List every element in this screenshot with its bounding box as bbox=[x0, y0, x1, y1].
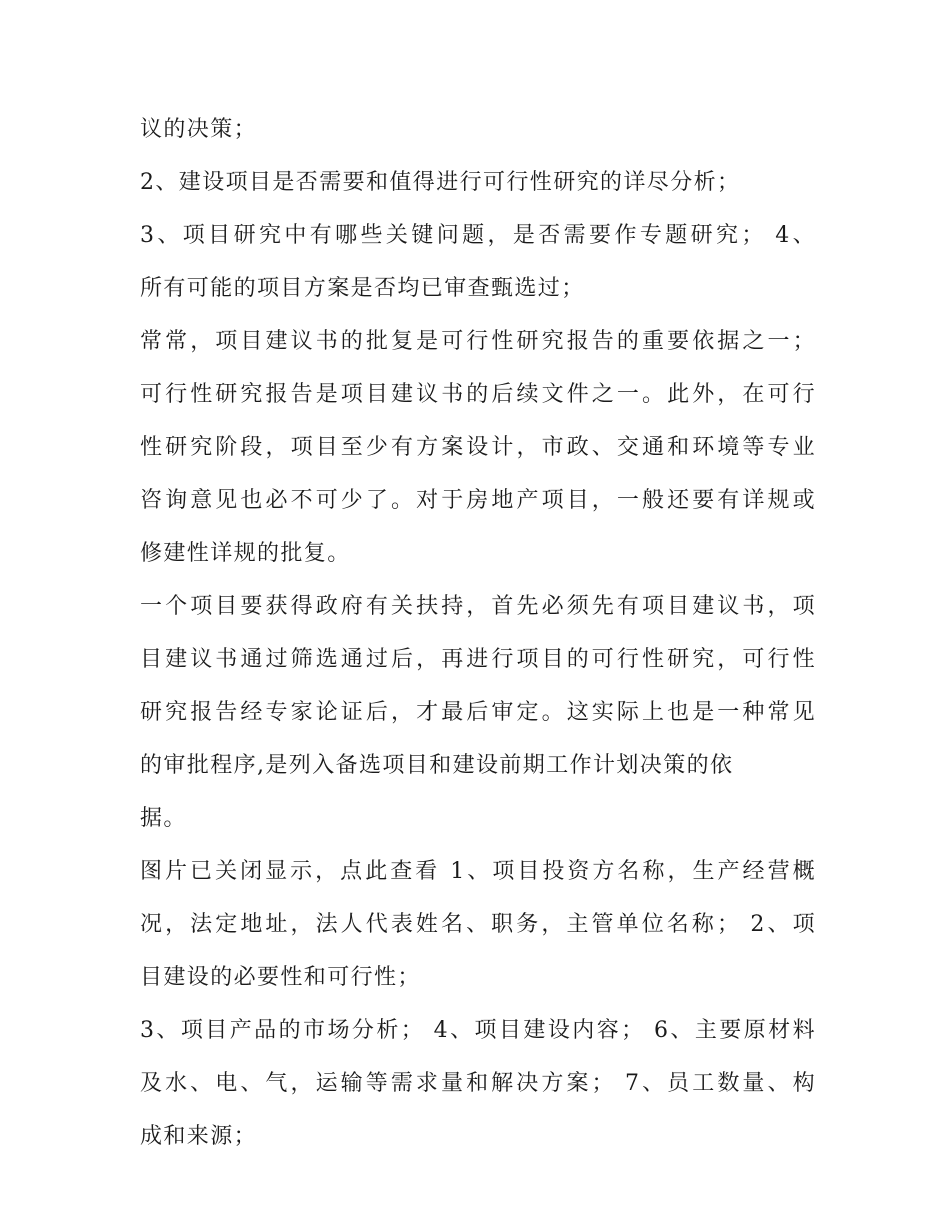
text-line-5: 常常，项目建议书的批复是可行性研究报告的重要依据之一； bbox=[140, 329, 816, 354]
text-line-15: 图片已关闭显示，点此查看 1、项目投资方名称，生产经营概 bbox=[140, 859, 816, 884]
text-line-7: 性研究阶段，项目至少有方案设计，市政、交通和环境等专业 bbox=[140, 435, 816, 460]
text-line-12: 研究报告经专家论证后，才最后审定。这实际上也是一种常见 bbox=[140, 700, 816, 725]
text-line-6: 可行性研究报告是项目建议书的后续文件之一。此外，在可行 bbox=[140, 382, 816, 407]
text-line-4: 所有可能的项目方案是否均已审查甄选过； bbox=[140, 276, 585, 301]
text-line-3: 3、项目研究中有哪些关键问题，是否需要作专题研究； 4、 bbox=[140, 223, 816, 248]
text-line-8: 咨询意见也必不可少了。对于房地产项目，一般还要有详规或 bbox=[140, 488, 816, 513]
text-line-9: 修建性详规的批复。 bbox=[140, 541, 351, 566]
text-line-14: 据。 bbox=[140, 806, 187, 831]
text-line-18: 3、项目产品的市场分析； 4、项目建设内容； 6、主要原材料 bbox=[140, 1018, 816, 1043]
text-line-10: 一个项目要获得政府有关扶持，首先必须先有项目建议书，项 bbox=[140, 594, 816, 619]
text-line-16: 况，法定地址，法人代表姓名、职务，主管单位名称； 2、项 bbox=[140, 912, 816, 937]
document-body bbox=[140, 108, 816, 1168]
text-line-13: 的审批程序,是列入备选项目和建设前期工作计划决策的依 bbox=[140, 753, 734, 778]
text-line-17: 目建设的必要性和可行性； bbox=[140, 965, 421, 990]
text-line-20: 成和来源； bbox=[140, 1124, 258, 1149]
text-line-19: 及水、电、气，运输等需求量和解决方案； 7、员工数量、构 bbox=[140, 1071, 816, 1096]
text-line-11: 目建议书通过筛选通过后，再进行项目的可行性研究，可行性 bbox=[140, 647, 816, 672]
text-line-1: 议的决策； bbox=[140, 117, 258, 142]
text-line-2: 2、建设项目是否需要和值得进行可行性研究的详尽分析； bbox=[140, 170, 741, 195]
